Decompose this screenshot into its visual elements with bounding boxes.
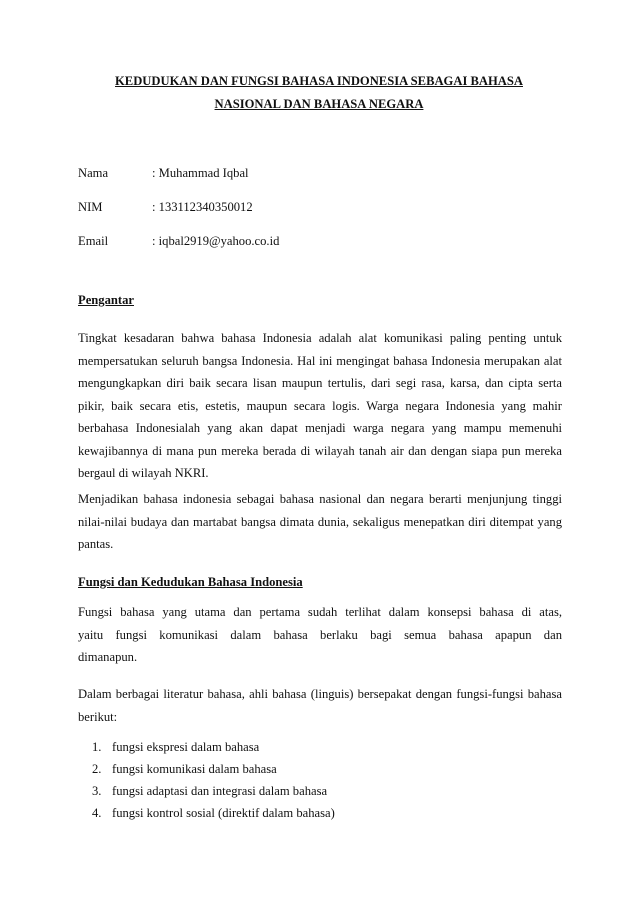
name-label: Nama <box>78 166 109 180</box>
author-nim-row <box>78 199 558 215</box>
list-item-number: 2. <box>92 762 102 776</box>
fungsi-paragraph-2: Dalam berbagai literatur bahasa, ahli bahasa (linguis) bersepakat dengan fungsi-fungsi bahasa berikut: <box>78 687 562 724</box>
section-heading-pengantar: Pengantar <box>78 293 134 307</box>
list-item <box>78 802 562 824</box>
nim-label: NIM <box>78 200 103 214</box>
fungsi-paragraph-1: Fungsi bahasa yang utama dan pertama sudah terlihat dalam konsepsi bahasa di atas, yaitu fungsi komunikasi dalam bahasa berlaku bagi semua bahasa apapun dan dimanapun. <box>78 605 562 664</box>
fungsi-bahasa-list <box>78 736 562 824</box>
nim-value: : 133112340350012 <box>152 200 253 214</box>
list-item <box>78 736 562 758</box>
list-item-text: fungsi adaptasi dan integrasi dalam bahasa <box>112 784 328 798</box>
name-value: : Muhammad Iqbal <box>152 166 249 180</box>
pengantar-paragraph-2: Menjadikan bahasa indonesia sebagai bahasa nasional dan negara berarti menjunjung tinggi nilai-nilai budaya dan martabat bangsa dimata dunia, sekaligus menepatkan diri ditempat yang pantas. <box>78 492 562 551</box>
document-title-line-2: NASIONAL DAN BAHASA NEGARA <box>214 97 424 111</box>
list-item <box>78 758 562 780</box>
list-item-number: 1. <box>92 740 102 754</box>
list-item-text: fungsi komunikasi dalam bahasa <box>112 762 277 776</box>
email-label: Email <box>78 234 109 248</box>
list-item-text: fungsi kontrol sosial (direktif dalam bahasa) <box>112 806 335 820</box>
section-heading-fungsi: Fungsi dan Kedudukan Bahasa Indonesia <box>78 575 303 589</box>
pengantar-paragraph-1: Tingkat kesadaran bahwa bahasa Indonesia adalah alat komunikasi paling penting untuk mempersatukan seluruh bangsa Indonesia. Hal ini mengingat bahasa Indonesia merupakan alat mengungkapkan diri baik secara lisan maupun tertulis, dari segi rasa, karsa, dan cipta serta pikir, baik secara etis, estetis, maupun secara logis. Warga negara Indonesia yang mahir berbahasa Indonesialah yang akan dapat menjadi warga negara yang mampu memenuhi kewajibannya di mana pun mereka berada di wilayah tanah air dan dengan siapa pun mereka bergaul di wilayah NKRI. <box>78 331 562 480</box>
email-value: : iqbal2919@yahoo.co.id <box>152 234 280 248</box>
author-name-row <box>78 165 558 181</box>
list-item <box>78 780 562 802</box>
author-email-row <box>78 233 558 249</box>
document-title-line-1: KEDUDUKAN DAN FUNGSI BAHASA INDONESIA SEBAGAI BAHASA <box>115 74 523 88</box>
list-item-text: fungsi ekspresi dalam bahasa <box>112 740 260 754</box>
list-item-number: 3. <box>92 784 102 798</box>
list-item-number: 4. <box>92 806 102 820</box>
